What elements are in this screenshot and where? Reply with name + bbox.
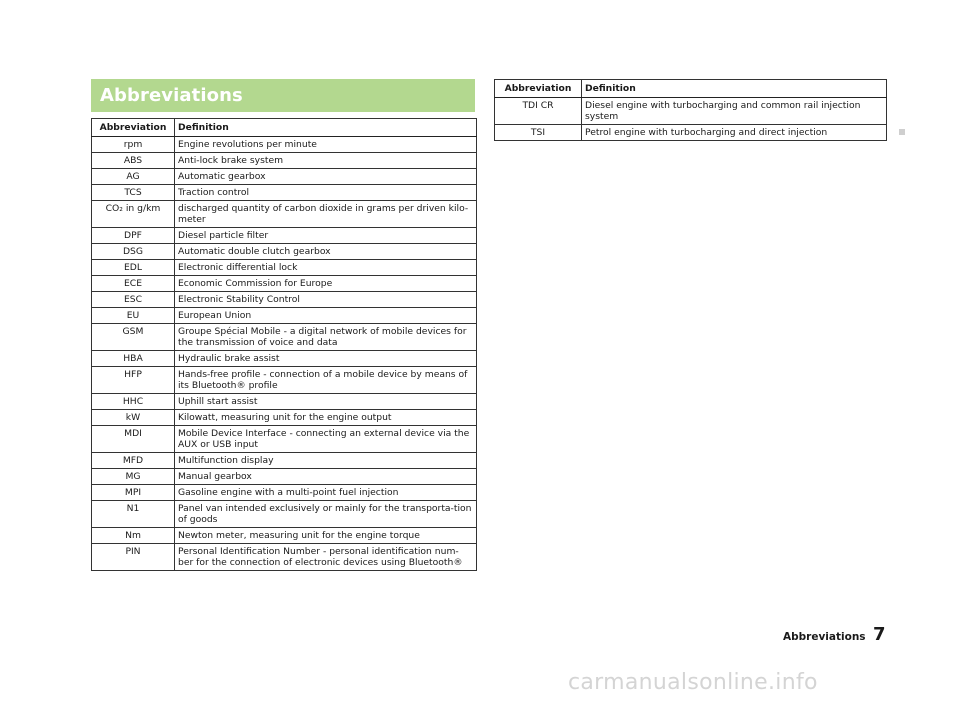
definition-cell: Economic Commission for Europe bbox=[175, 276, 477, 292]
watermark: carmanualsonline.info bbox=[568, 670, 818, 695]
table-row bbox=[92, 260, 477, 276]
abbreviation-cell: HFP bbox=[92, 367, 175, 394]
table-row bbox=[92, 185, 477, 201]
definition-cell: Manual gearbox bbox=[175, 469, 477, 485]
abbreviation-cell: PIN bbox=[92, 544, 175, 571]
table-row bbox=[495, 125, 887, 141]
table-row bbox=[92, 308, 477, 324]
table-row bbox=[92, 528, 477, 544]
abbreviation-cell: HBA bbox=[92, 351, 175, 367]
table-row bbox=[92, 410, 477, 426]
table-row bbox=[92, 426, 477, 453]
abbreviation-cell: kW bbox=[92, 410, 175, 426]
abbreviation-cell: GSM bbox=[92, 324, 175, 351]
definition-cell: Anti-lock brake system bbox=[175, 153, 477, 169]
definition-cell: Kilowatt, measuring unit for the engine output bbox=[175, 410, 477, 426]
definition-cell: Electronic Stability Control bbox=[175, 292, 477, 308]
table-row bbox=[92, 453, 477, 469]
definition-cell: Diesel engine with turbocharging and common rail injection system bbox=[582, 98, 887, 125]
definition-cell: Diesel particle filter bbox=[175, 228, 477, 244]
page-number: 7 bbox=[873, 624, 886, 645]
abbreviation-cell: MG bbox=[92, 469, 175, 485]
table-body-right bbox=[495, 98, 887, 141]
abbreviation-cell: HHC bbox=[92, 394, 175, 410]
table-row bbox=[92, 153, 477, 169]
definition-cell: Mobile Device Interface - connecting an external device via the AUX or USB input bbox=[175, 426, 477, 453]
definition-cell: Petrol engine with turbocharging and direct injection bbox=[582, 125, 887, 141]
abbreviation-cell: ABS bbox=[92, 153, 175, 169]
table-row bbox=[92, 367, 477, 394]
abbreviation-cell: Nm bbox=[92, 528, 175, 544]
definition-cell: discharged quantity of carbon dioxide in grams per driven kilo-meter bbox=[175, 201, 477, 228]
table-row bbox=[92, 169, 477, 185]
abbreviation-cell: TCS bbox=[92, 185, 175, 201]
definition-cell: Traction control bbox=[175, 185, 477, 201]
definition-cell: Automatic gearbox bbox=[175, 169, 477, 185]
abbreviation-cell: rpm bbox=[92, 137, 175, 153]
table-header-row bbox=[92, 119, 477, 137]
table-header-row bbox=[495, 80, 887, 98]
table-row bbox=[92, 544, 477, 571]
abbreviation-cell: EU bbox=[92, 308, 175, 324]
abbreviations-table-left bbox=[91, 118, 477, 571]
column-header-definition: Definition bbox=[175, 119, 477, 137]
page-title: Abbreviations bbox=[100, 85, 243, 106]
section-end-marker-icon bbox=[899, 129, 905, 135]
definition-cell: Electronic differential lock bbox=[175, 260, 477, 276]
definition-cell: Groupe Spécial Mobile - a digital network of mobile devices for the transmission of voice and data bbox=[175, 324, 477, 351]
column-header-abbreviation: Abbreviation bbox=[92, 119, 175, 137]
section-banner bbox=[91, 79, 475, 112]
abbreviation-cell: TSI bbox=[495, 125, 582, 141]
table-row bbox=[92, 394, 477, 410]
definition-cell: Automatic double clutch gearbox bbox=[175, 244, 477, 260]
abbreviation-cell: EDL bbox=[92, 260, 175, 276]
definition-cell: Panel van intended exclusively or mainly for the transporta-tion of goods bbox=[175, 501, 477, 528]
column-header-definition: Definition bbox=[582, 80, 887, 98]
abbreviation-cell: MFD bbox=[92, 453, 175, 469]
abbreviations-table-right bbox=[494, 79, 887, 141]
table-row bbox=[92, 501, 477, 528]
definition-cell: Gasoline engine with a multi-point fuel injection bbox=[175, 485, 477, 501]
table-row bbox=[92, 324, 477, 351]
table-body-left bbox=[92, 137, 477, 571]
abbreviation-cell: DSG bbox=[92, 244, 175, 260]
table-row bbox=[92, 292, 477, 308]
abbreviation-cell: AG bbox=[92, 169, 175, 185]
definition-cell: Hydraulic brake assist bbox=[175, 351, 477, 367]
table-row bbox=[92, 469, 477, 485]
table-row bbox=[92, 228, 477, 244]
abbreviation-cell: N1 bbox=[92, 501, 175, 528]
abbreviation-cell: MPI bbox=[92, 485, 175, 501]
footer-section-label: Abbreviations bbox=[783, 631, 866, 643]
definition-cell: Personal Identification Number - personal identification num-ber for the connection of electronic devices using Bluetooth® bbox=[175, 544, 477, 571]
table-row bbox=[92, 137, 477, 153]
abbreviation-cell: MDI bbox=[92, 426, 175, 453]
column-header-abbreviation: Abbreviation bbox=[495, 80, 582, 98]
table-row bbox=[92, 201, 477, 228]
abbreviation-cell: TDI CR bbox=[495, 98, 582, 125]
abbreviation-cell: ESC bbox=[92, 292, 175, 308]
table-row bbox=[92, 351, 477, 367]
table-row bbox=[92, 485, 477, 501]
table-row bbox=[92, 276, 477, 292]
definition-cell: Engine revolutions per minute bbox=[175, 137, 477, 153]
table-row bbox=[92, 244, 477, 260]
definition-cell: European Union bbox=[175, 308, 477, 324]
abbreviation-cell: ECE bbox=[92, 276, 175, 292]
definition-cell: Newton meter, measuring unit for the engine torque bbox=[175, 528, 477, 544]
abbreviation-cell: DPF bbox=[92, 228, 175, 244]
definition-cell: Multifunction display bbox=[175, 453, 477, 469]
table-row bbox=[495, 98, 887, 125]
definition-cell: Uphill start assist bbox=[175, 394, 477, 410]
abbreviation-cell: CO₂ in g/km bbox=[92, 201, 175, 228]
definition-cell: Hands-free profile - connection of a mobile device by means of its Bluetooth® profile bbox=[175, 367, 477, 394]
